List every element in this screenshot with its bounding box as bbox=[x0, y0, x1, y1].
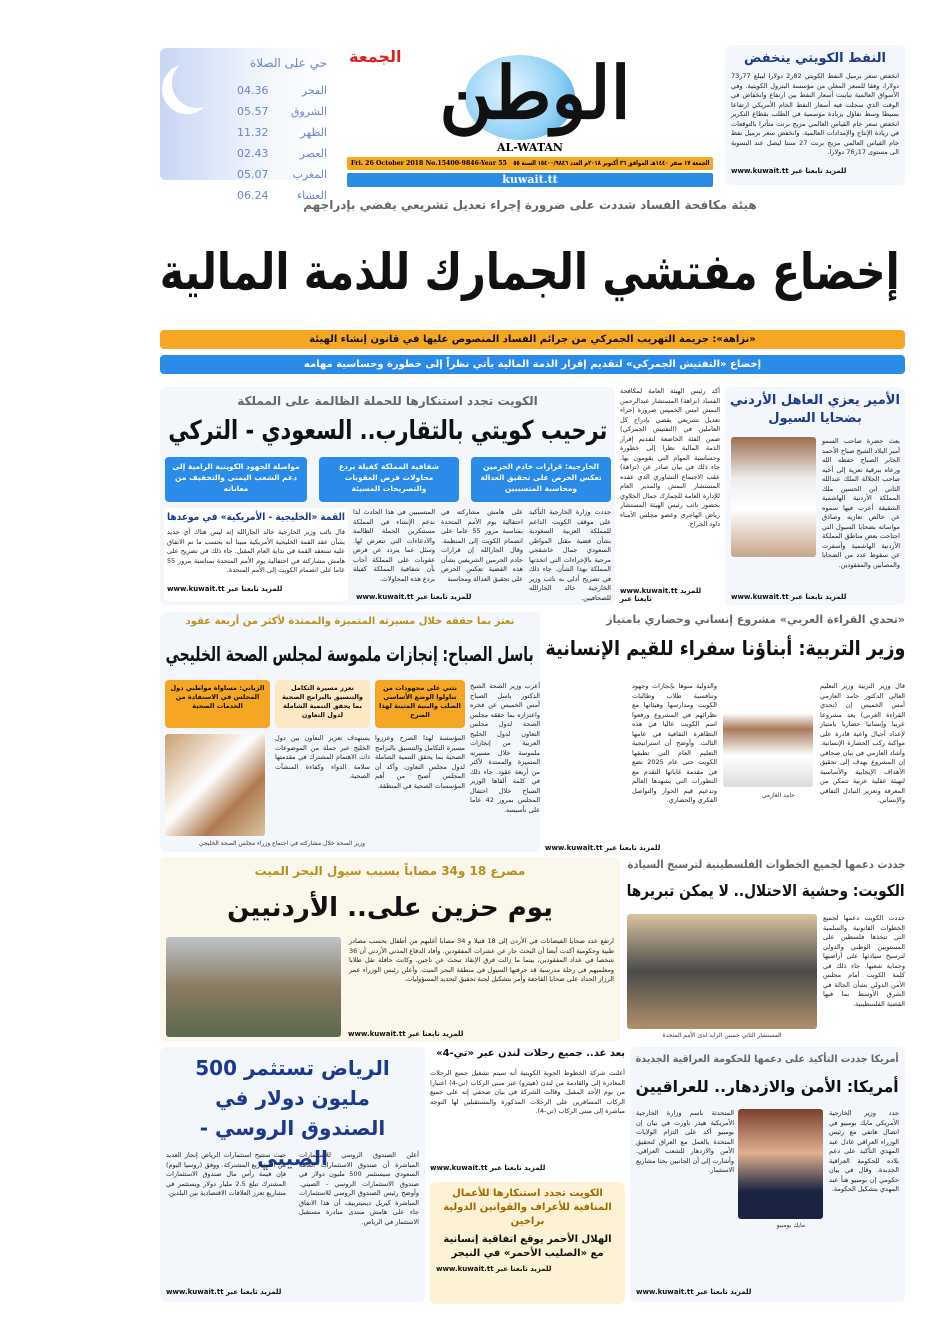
site-link[interactable]: kuwait.tt bbox=[347, 173, 713, 187]
prayer-time: 02.43 bbox=[237, 147, 269, 160]
prayer-name: الفجر bbox=[301, 84, 327, 97]
flights-story bbox=[430, 1047, 625, 1177]
masthead bbox=[345, 45, 715, 190]
more-link[interactable]: www.kuwait.tt للمزيد تابعنا عبر bbox=[166, 1288, 282, 1296]
date-bar bbox=[347, 157, 713, 170]
emir-headline: الأمير يعزي العاهل الأردني بضحايا السيول bbox=[730, 393, 900, 426]
more-link[interactable]: www.kuwait.tt للمزيد تابعنا عبر bbox=[636, 1288, 752, 1296]
prayer-time: 06.24 bbox=[237, 189, 269, 202]
lead-banner-blue: إخضاع «التفتيش الجمركي» لتقديم إقرار الذمة المالية يأتي نظراً إلى خطورة وحساسية مهامه bbox=[160, 355, 905, 374]
iraq-story bbox=[630, 1047, 905, 1302]
turkey-pill: شفافية المملكة كفيلة بردع محاولات فرض العقوبات والتصريحات المسيئة bbox=[319, 457, 459, 502]
education-body: والدولية منوها بإنجازات وجهود وتنافسية طلاب وطالبات الكويت ومدارسها وهيئاتها مع نظرائهم في المشروع ورفعوا اسم الكويت عاليا في هذه التظاهرة الثقافية في عامها الثالث. وأوضح أن استراتيجية التعليم العام التي تطبقها الكويت حتى عام 2025 تضع في مقدمة غاياتها التقدم مع التطورات التي يشهدها العالم وتدعيم قيم الحوار والتواصل الفكري والحضاري. bbox=[632, 682, 717, 804]
prayer-name: المغرب bbox=[292, 168, 327, 181]
photo-caption: مايك بومبيو bbox=[776, 1222, 805, 1229]
more-link[interactable]: www.kuwait.tt للمزيد تابعنا عبر bbox=[356, 593, 472, 601]
turkey-body: المتسببين في هذا الحادث لذا ندعم الإنشاء في المملكة مستنكرين الحملة الظالمة والادعاءات التي تتعرض لها. وسئل عما يتردد عن فرض عقوبات على المملكة أجاب بأن شفافية المملكة كفيلة بردع هذه المحاولات. bbox=[353, 508, 435, 583]
flights-headline: بعد غد.. جميع رحلات لندن عبر «تي-4» bbox=[436, 1048, 625, 1059]
turkey-pill: مواصلة الجهود الكويتية الرامية إلى دعم الشعب اليمني والتخفيف من معاناته bbox=[165, 457, 307, 502]
basel-pill: الزياني: مساواة مواطني دول المجلس في الاستفادة من الخدمات الصحية bbox=[165, 680, 270, 728]
basel-pill: نعزز مسيرة التكامل والتنسيق بالبرامج الصحية بما يحقق التنمية الشاملة لدول التعاون bbox=[275, 680, 370, 728]
date-ar: الجمعة ١٧ صفر ١٤٤٠هـ الموافق ٢٦ أكتوبر ٢٠١٨م العدد ١٥٤٠٠/٩٨٤٦ السنة ٥٥ bbox=[513, 159, 709, 167]
riyadh-body: أعلن الصندوق الروسي للاستثمارات المباشرة أن صندوق الاستثمارات العامة السعودي سيستثمر 500 مليون دولار في صندوق الاستثمارات الروسي - الصيني. وأوضح رئيس الصندوق الروسي للاستثمارات المباشرة كيريل ديميترييف أن هذا الاتفاق جاء على هامش منتدى مبادرة مستقبل الاستثمار في الرياض. bbox=[299, 1151, 419, 1226]
iraq-headline: أمريكا: الأمن والازدهار.. للعراقيين bbox=[636, 1077, 899, 1096]
education-headline: وزير التربية: أبناؤنا سفراء للقيم الإنسانية bbox=[545, 636, 905, 660]
prayer-name: الشروق bbox=[290, 105, 327, 118]
promo-box bbox=[430, 1182, 625, 1304]
palestine-body: جددت الكويت دعمها لجميع الخطوات القانونية والسلمية التي تتخذها فلسطين على المستويين الوطني والدولي لترسيخ سيادتها على أراضيها وحماية شعبها. جاء ذلك في كلمة الكويت أمام مجلس الأمن الدولي بشأن الحالة في الشرق الأوسط بما فيها القضية الفلسطينية. bbox=[823, 914, 905, 1008]
iraq-kicker: أمريكا جددت التأكيد على دعمها للحكومة العراقية الجديدة bbox=[636, 1054, 899, 1065]
turkey-headline: ترحيب كويتي بالتقارب.. السعودي - التركي bbox=[168, 416, 607, 446]
prayer-list bbox=[237, 80, 327, 206]
basel-story bbox=[160, 612, 540, 852]
prayer-times-box bbox=[160, 48, 337, 202]
turkey-body: جددت وزارة الخارجية التأكيد على موقف الكويت الداعم للمملكة العربية السعودية بشأن قضية مقتل المواطن السعودي جمال خاشقجي مرحبة بالإجراءات التي اتخذتها المملكة بهذا الشأن. جاء ذلك في تصريح أدلى به نائب وزير الخارجية خالد الجارالله للصحافيين. bbox=[529, 508, 611, 602]
flights-body: أعلنت شركة الخطوط الجوية الكويتية أنه سيتم تشغيل جميع الرحلات المغادرة إلى والقادمة من لندن (هيثرو) عبر مبنى الركاب (تي-4) اعتبارا من يوم الأحد المقبل. وقالت الشركة في بيان صحفي إنه على جميع الركاب المسافرين على الرحلات المذكورة والمستقبلين لها التوجه مباشرة إلى مبنى الركاب (تي-4). bbox=[430, 1069, 625, 1115]
un-speaker-photo bbox=[627, 914, 817, 1029]
prayer-time: 05.57 bbox=[237, 105, 269, 118]
emir-photo bbox=[731, 437, 816, 557]
basel-body: يستهدف تعزيز التعاون بين دول الخليج عبر جملة من الموضوعات ذات الاهتمام المشترك في مقدمتها سلامة الدواء وكفاءة المنشآت الصحية. bbox=[275, 734, 370, 780]
summit-story bbox=[164, 508, 348, 601]
education-kicker: «تحدي القراءة العربي» مشروع إنساني وحضاري بامتياز bbox=[606, 613, 905, 626]
education-minister-photo bbox=[723, 682, 813, 787]
palestine-story bbox=[627, 857, 905, 1042]
basel-body: أعرب وزير الصحة الشيخ الدكتور باسل الصباح أمس الخميس عن فخره واعتزازه بما حققه مجلس الصحة لدول مجلس التعاون لدول الخليج العربية من إنجازات ملموسة خلال مسيرته المتميزة والممتدة لأكثر من أربعة عقود. جاء ذلك في كلمة ألقاها الوزير الصباح خلال احتفال المجلس بمرور 42 عاما على تأسيسه. bbox=[470, 682, 541, 814]
jordan-kicker: مصرع 18 و34 مصاباً بسبب سيول البحر الميت bbox=[254, 864, 526, 878]
more-link[interactable]: www.kuwait.tt للمزيد تابعنا عبر bbox=[436, 1265, 552, 1273]
riyadh-body: حيث ستتيح استثمارات الرياض إنجاز العديد من المشاريع المشتركة. ووفق (روسيا اليوم) فإن قيمة رأس مال صندوق الاستثمارات المشترك تبلغ 2.5 مليار دولار ويستثمر في مشاريع تعزز العلاقات الاقتصادية بين البلدين. bbox=[166, 1151, 286, 1197]
prayer-row bbox=[237, 101, 327, 122]
prayer-row bbox=[237, 122, 327, 143]
more-link[interactable]: www.kuwait.tt للمزيد تابعنا عبر bbox=[430, 1164, 546, 1172]
turkey-body: على هامش مشاركته في احتفالية يوم الأمم المتحدة بمناسبة مرور 55 عاما على انضمام الكويت إلى المنظمة. وقال الجارالله إن قرارات خادم الحرمين الشريفين بشأن هذه القضية تعكس الحرص على تحقيق العدالة ومحاسبة bbox=[441, 508, 523, 583]
emir-body: بعث حضرة صاحب السمو أمير البلاد الشيخ صباح الأحمد الجابر الصباح حفظه الله ورعاه ببرقية تعزية إلى أخيه صاحب الجلالة الملك عبدالله الثاني ابن الحسين ملك المملكة الأردنية الهاشمية الشقيقة أعرب فيها سموه عن خالص تعازيه وصادق مواساته بضحايا السيول التي اجتاحت بعض مناطق المملكة الأردنية الهاشمية وأسفرت عن سقوط عدد من الضحايا والمصابين والمفقودين. bbox=[822, 437, 900, 569]
promo-headline-1: الكويت تجدد استنكارها للأعمال المنافية للأعراف والقوانين الدولية براخين bbox=[443, 1188, 612, 1227]
logo-en: AL-WATAN bbox=[497, 141, 563, 154]
summit-headline: القمة «الخليجية - الأمريكية» في موعدها bbox=[167, 512, 345, 523]
emir-story bbox=[725, 387, 905, 605]
more-link[interactable]: www.kuwait.tt للمزيد تابعنا عبر bbox=[167, 585, 283, 593]
more-link[interactable]: www.kuwait.tt للمزيد تابعنا عبر bbox=[731, 167, 847, 175]
lead-banner-orange: «نزاهة»: جريمة التهريب الجمركي من جرائم الفساد المنصوص عليها في قانون إنشاء الهيئة bbox=[160, 330, 905, 349]
basel-kicker: نعتز بما حققه خلال مسيرته المتميزة والممتدة لأكثر من أربعة عقود bbox=[185, 616, 515, 627]
pompeo-photo bbox=[738, 1109, 823, 1219]
iraq-body: جدد وزير الخارجية الأمريكي مايك بومبيو في اتصال هاتفي مع رئيس الوزراء العراقي عادل عبد المهدي التأكيد على دعم بلاده للحكومة العراقية الجديدة. وقال في بيان حكومي إن بومبيو هنأ عبد المهدي بتشكيل الحكومة. bbox=[829, 1109, 899, 1193]
prayer-name: العصر bbox=[299, 147, 327, 160]
more-link[interactable]: www.kuwait.tt للمزيد تابعنا عبر bbox=[731, 593, 847, 601]
summit-body: قال نائب وزير الخارجية خالد الجارالله إنه ليس هناك أي جديد بشأن عقد القمة الخليجية الأمريكية مبينا أنه بحسب ما تم الاتفاق عليه ستعقد القمة في بداية العام المقبل. جاء ذلك في تصريح على هامش مشاركته في احتفالية يوم الأمم المتحدة بمناسبة مرور 55 عاما على انضمام الكويت إلى الأمم المتحدة. bbox=[167, 528, 345, 574]
prayer-title: حي على الصلاة bbox=[249, 56, 327, 70]
jordan-headline: يوم حزين على.. الأردنيين bbox=[227, 893, 553, 923]
iraq-body: المتحدثة باسم وزارة الخارجية الأمريكية هيذر ناورت في بيان إن بومبيو أكد على التزام الولايات المتحدة بالعمل مع العراق لتحقيق الأمن والازدهار للشعب العراقي. وأشارت إلى أن الجانبين بحثا مشاريع الاستثمار. bbox=[635, 1109, 734, 1174]
oil-box bbox=[725, 45, 905, 185]
prayer-row bbox=[237, 80, 327, 101]
photo-caption: حامد العازمي bbox=[761, 792, 795, 799]
jordan-body: ارتفع عدد ضحايا الفيضانات في الأردن إلى 18 قتيلا و 34 مصابا أغلبهم من أطفال بحسب مصادر طبية وحكومية أكدت أيضا أن البحث جار عن عشرات المفقودين. وأفاد الدفاع المدني الأردني أن 36 شخصا في عداد المفقودين، بينما ما زالت فرق الإنقاذ تبحث عن ناجين. وكانت حافلة تقل طلابا ومعلميهم في رحلة مدرسية قد جرفتها السيول في منطقة البحر الميت. وأعلن رئيس الوزراء عمر الرزاز الحداد على ضحايا الفاجعة وأمر بتشكيل لجنة تحقيق لتحديد المسؤوليات. bbox=[349, 937, 614, 983]
jordan-story bbox=[160, 857, 620, 1042]
prayer-row bbox=[237, 143, 327, 164]
education-body: قال وزير التربية وزير التعليم العالي الدكتور حامد العازمي أمس الخميس إن (تحدي القراءة العربي) يعد مشروعا عربيا وإنسانيا حضاريا بامتياز لإعداد أجيال واعية قادرة على مواكبة ركب الحضارة الإنسانية. وأشاد العازمي في بيان صحافي إن المشروع يهدف إلى تحقيق الأهداف الإيجابية والأساسية لتهيئة عقلية عربية تتمكن من المعرفة وتعزيز التبادل الثقافي والإنساني. bbox=[820, 682, 905, 804]
basel-pill: نثني على مجهودات من تناولوا الوضع الأساسي الصلب والبنية المتينة لهذا الصرح bbox=[375, 680, 465, 728]
prayer-time: 05.07 bbox=[237, 168, 269, 181]
basel-headline: باسل الصباح: إنجازات ملموسة لمجلس الصحة الخليجي bbox=[166, 642, 534, 666]
prayer-row bbox=[237, 164, 327, 185]
more-link[interactable]: www.kuwait.tt للمزيد تابعنا عبر bbox=[545, 844, 661, 852]
riyadh-headline: الرياض تستثمر 500 مليون دولار في الصندوق الروسي - الصيني bbox=[195, 1056, 390, 1170]
basel-photo bbox=[165, 734, 265, 836]
oil-body: انخفض سعر برميل النفط الكويتي 82ر2 دولارا ليبلغ 77ر73 دولارا، وفقا للسعر المعلن من مؤسسة البترول الكويتية. وفي الأسواق العالمية تباينت أسعار النفط بين ارتفاع وانخفاض في الوقت الذي سجلت فيه أسعار النفط الخام الأمريكي ارتفاعا بسيطا وسط تفاؤل بزيادة موسمية في الطلب بقطاع التكرير انخفض سعر خام القياس العالمي مزيج برنت متأثرا بالتوقعات في زيادة الإنتاج والإمدادات العالمية. وانخفض سعر برميل نفط خام القياس العالمي مزيج برنت 27 سنتا ليصل عند التسوية الى مستوى 17ر76 دولارا. bbox=[731, 72, 899, 156]
turkey-pill: الخارجية: قرارات خادم الحرمين تعكس الحرص على تحقيق العدالة ومحاسبة المتسببين bbox=[471, 457, 611, 502]
basel-body: المؤسسة لهذا الصرح وعززوا مسيرة التكامل والتنسيق بالبرامج الصحية بما يحقق التنمية الشاملة لدول مجلس التعاون. وأكد أن المجلس أصبح من أهم المؤسسات الصحية في المنطقة. bbox=[375, 734, 465, 790]
more-link[interactable]: www.kuwait.tt للمزيد تابعنا عبر bbox=[620, 586, 702, 603]
promo-headline-2: الهلال الأحمر يوقع اتفاقية إنسانية مع «الصليب الأحمر» في النيجر bbox=[443, 1234, 612, 1259]
riyadh-story bbox=[160, 1047, 425, 1302]
prayer-time: 04.36 bbox=[237, 84, 269, 97]
photo-caption: وزير الصحة خلال مشاركته في اجتماع وزراء مجلس الصحة الخليجي bbox=[198, 840, 365, 847]
flood-photo bbox=[166, 937, 341, 1037]
prayer-time: 11.32 bbox=[237, 126, 269, 139]
moon-icon bbox=[172, 58, 222, 108]
lead-kicker: هيئة مكافحة الفساد شددت على ضرورة إجراء تعديل تشريعي يقضي بإدراجهم bbox=[303, 198, 757, 212]
education-story bbox=[545, 612, 905, 852]
photo-caption: المستشار الثاني حسين الزايد لدى الأمم المتحدة bbox=[662, 1032, 782, 1039]
lead-body-column bbox=[620, 387, 720, 605]
turkey-kicker: الكويت تجدد استنكارها للحملة الظالمة على المملكة bbox=[237, 394, 538, 408]
more-link[interactable]: www.kuwait.tt للمزيد تابعنا عبر bbox=[348, 1030, 464, 1038]
oil-headline: النفط الكويتي ينخفض bbox=[743, 51, 886, 66]
lead-body: أكد رئيس الهيئة العامة لمكافحة الفساد (نزاهة) المستشار عبدالرحمن النمش امس الخميس ضرورة إجراء تعديل تشريعي يقضي بإدراج كل العاملين في (التفتيش الجمركي) ضمن الفئة الخاضعة لتقديم إقرار الذمة المالية نظرا إلى خطورة وحساسية المهام التي يقومون بها. جاء ذلك في بيان صادر عن (نزاهة) عقب الاجتماع التشاوري الذي عقده المستشار النمش والمدير العام للإدارة العامة للجمارك جمال الجلاوي بحضور نائب رئيس الهيئة المستشار رياض الهاجري وعضو مجلس الأمناء داود الجراح. bbox=[620, 387, 720, 528]
turkey-story bbox=[160, 387, 615, 605]
logo[interactable]: الوطن bbox=[439, 50, 631, 135]
date-en: Fri. 26 October 2018 No.15400-9846-Year 55 bbox=[351, 159, 507, 167]
palestine-kicker: جددت دعمها لجميع الخطوات الفلسطينية لترسيخ السيادة bbox=[627, 858, 905, 871]
edition-day: الجمعة bbox=[349, 47, 402, 66]
lead-headline: إخضاع مفتشي الجمارك للذمة المالية bbox=[160, 243, 900, 301]
prayer-name: الظهر bbox=[300, 126, 327, 139]
palestine-headline: الكويت: وحشية الاحتلال.. لا يمكن تبريرها bbox=[627, 881, 905, 900]
prayer-name: العشاء bbox=[296, 189, 327, 202]
